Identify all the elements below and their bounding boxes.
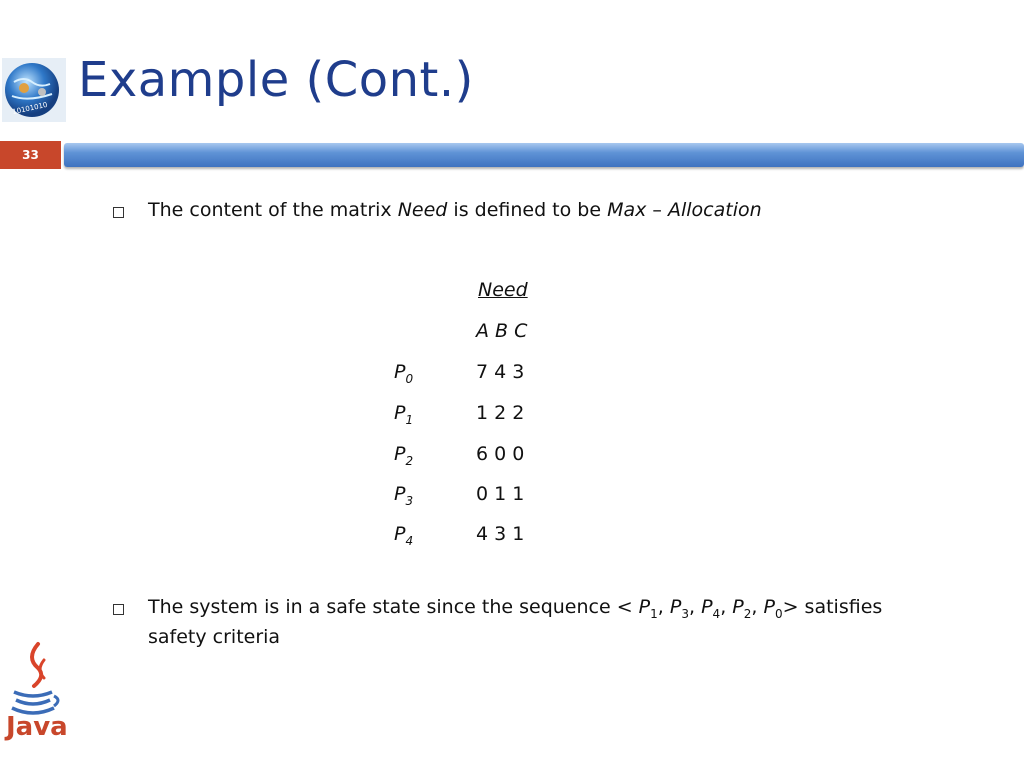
- bullet-2-text: The system is in a safe state since the sequence < $P_1$, $P_3$, $P_4$, $P_2$, $P_0>$ satisfies: [148, 596, 883, 621]
- term-allocation: Allocation: [667, 199, 762, 221]
- title-divider-bar: [64, 143, 1024, 167]
- need-values: 4 3 1: [476, 523, 525, 545]
- globe-icon: [2, 58, 66, 122]
- need-values: 0 1 1: [476, 483, 525, 505]
- need-columns: A B C: [476, 320, 528, 342]
- process-label: $P_0$: [394, 361, 414, 386]
- java-logo-text: Java: [6, 712, 68, 742]
- bullet-icon: [113, 604, 124, 615]
- globe-text: 10101010: [11, 100, 49, 117]
- term-need: Need: [397, 199, 448, 221]
- process-label: $P_1$: [394, 402, 414, 427]
- process-label: $P_4$: [394, 523, 414, 548]
- need-values: 7 4 3: [476, 361, 525, 383]
- slide-number: 33: [0, 141, 61, 169]
- process-label: $P_2$: [394, 443, 414, 468]
- need-heading: Need: [478, 279, 528, 301]
- process-label: $P_3$: [394, 483, 414, 508]
- bullet-1-text: The content of the matrix Need is defined to be Max – Allocation: [148, 199, 762, 221]
- bullet-2-text-line2: safety criteria: [148, 626, 281, 648]
- page-title: Example (Cont.): [78, 52, 474, 108]
- need-values: 6 0 0: [476, 443, 525, 465]
- bullet-icon: [113, 207, 124, 218]
- need-values: 1 2 2: [476, 402, 525, 424]
- term-max: Max: [607, 199, 647, 221]
